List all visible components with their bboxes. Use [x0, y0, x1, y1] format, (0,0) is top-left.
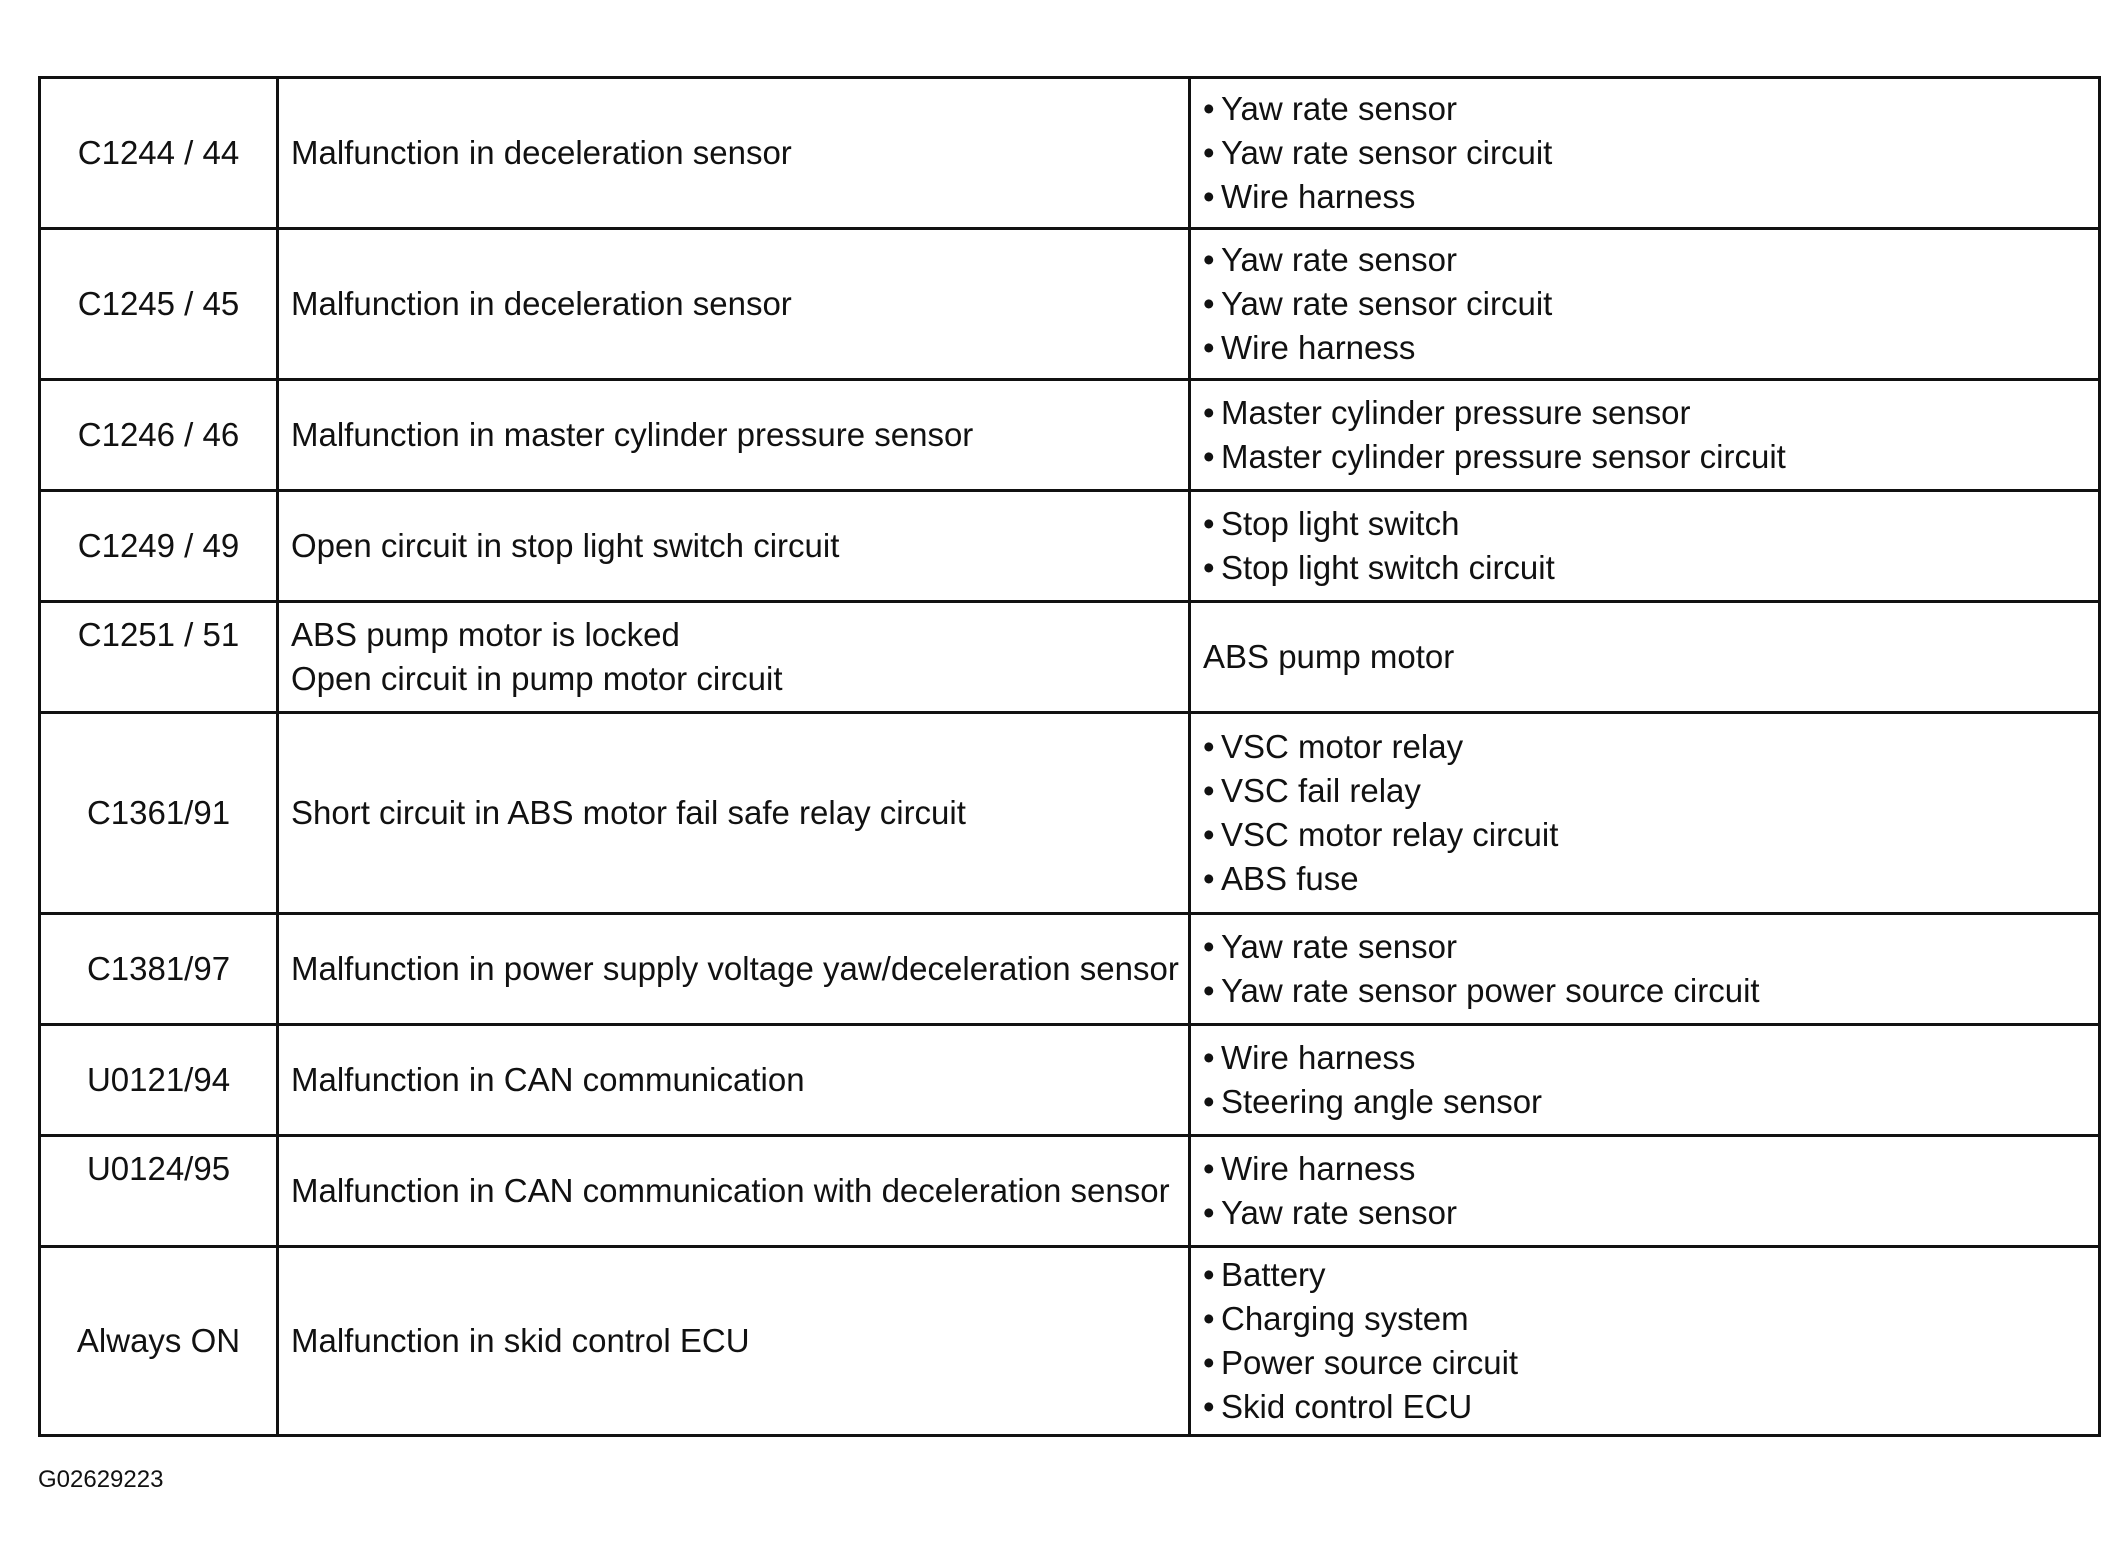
dtc-code-cell: [40, 380, 278, 491]
detection-text: Open circuit in stop light switch circuit: [291, 527, 840, 564]
trouble-area-text: ABS pump motor: [1203, 638, 1455, 675]
detection-text: Malfunction in power supply voltage yaw/deceleration sensor: [291, 950, 1179, 987]
trouble-area-cell: [1190, 78, 2100, 229]
trouble-area-text: ABS fuse: [1221, 860, 1359, 897]
trouble-area-item: [1203, 1297, 2086, 1341]
trouble-area-item: [1203, 238, 2086, 282]
detection-text: Malfunction in CAN communication with deceleration sensor: [291, 1172, 1170, 1209]
dtc-code: Always ON: [76, 1322, 241, 1359]
trouble-area-cell: [1190, 1025, 2100, 1136]
bullet-icon: •: [1203, 928, 1215, 965]
table-row: [40, 491, 2100, 602]
trouble-area-text: Stop light switch circuit: [1221, 549, 1555, 586]
trouble-area-cell: [1190, 713, 2100, 914]
dtc-code: C1244 / 44: [77, 134, 240, 171]
trouble-area-cell: [1190, 1136, 2100, 1247]
dtc-code-cell: [40, 1136, 278, 1247]
trouble-area-item: [1203, 1191, 2086, 1235]
bullet-icon: •: [1203, 505, 1215, 542]
bullet-icon: •: [1203, 972, 1215, 1009]
table-row: [40, 914, 2100, 1025]
trouble-area-item: [1203, 1341, 2086, 1385]
trouble-area-item: [1203, 131, 2086, 175]
trouble-area-cell: [1190, 914, 2100, 1025]
trouble-area-item: [1203, 1080, 2086, 1124]
dtc-code: C1246 / 46: [77, 416, 240, 453]
trouble-area-item: [1203, 1147, 2086, 1191]
detection-item-cell: [278, 914, 1190, 1025]
trouble-area-text: Master cylinder pressure sensor circuit: [1221, 438, 1786, 475]
trouble-area-item: [1203, 87, 2086, 131]
trouble-area-item: [1203, 1036, 2086, 1080]
trouble-area-text: Charging system: [1221, 1300, 1469, 1337]
trouble-area-text: Stop light switch: [1221, 505, 1460, 542]
dtc-code: C1245 / 45: [77, 285, 240, 322]
dtc-code-cell: [40, 229, 278, 380]
detection-text: Malfunction in master cylinder pressure sensor: [291, 416, 974, 453]
dtc-code: U0121/94: [86, 1061, 231, 1098]
bullet-icon: •: [1203, 134, 1215, 171]
bullet-icon: •: [1203, 1256, 1215, 1293]
table-row: [40, 1136, 2100, 1247]
bullet-icon: •: [1203, 329, 1215, 366]
dtc-code-cell: [40, 78, 278, 229]
dtc-code: C1251 / 51: [77, 616, 240, 653]
bullet-icon: •: [1203, 816, 1215, 853]
trouble-area-text: Yaw rate sensor: [1221, 928, 1457, 965]
table-row: [40, 78, 2100, 229]
detection-text: Malfunction in deceleration sensor: [291, 134, 792, 171]
bullet-icon: •: [1203, 772, 1215, 809]
trouble-area-text: Battery: [1221, 1256, 1326, 1293]
trouble-area-text: Yaw rate sensor circuit: [1221, 285, 1553, 322]
detection-item-cell: [278, 713, 1190, 914]
trouble-area-text: Yaw rate sensor: [1221, 241, 1457, 278]
table-row: [40, 713, 2100, 914]
trouble-area-item: [1203, 725, 2086, 769]
trouble-area-item: [1203, 1385, 2086, 1429]
detection-item-cell: [278, 380, 1190, 491]
trouble-area-text: Wire harness: [1221, 1150, 1416, 1187]
detection-text: Malfunction in skid control ECU: [291, 1322, 750, 1359]
trouble-area-text: Yaw rate sensor circuit: [1221, 134, 1553, 171]
trouble-area-cell: [1190, 491, 2100, 602]
trouble-area-text: VSC fail relay: [1221, 772, 1421, 809]
trouble-area-text: Wire harness: [1221, 178, 1416, 215]
detection-item-cell: [278, 78, 1190, 229]
bullet-icon: •: [1203, 549, 1215, 586]
bullet-icon: •: [1203, 1300, 1215, 1337]
trouble-area-item: [1203, 282, 2086, 326]
trouble-area-item: [1203, 813, 2086, 857]
table-row: [40, 1025, 2100, 1136]
detection-text: Short circuit in ABS motor fail safe relay circuit: [291, 794, 966, 831]
dtc-table-body: [40, 78, 2100, 1436]
trouble-area-item: [1203, 435, 2086, 479]
table-row: [40, 602, 2100, 713]
detection-text: ABS pump motor is locked: [291, 616, 680, 653]
trouble-area-text: VSC motor relay: [1221, 728, 1464, 765]
bullet-icon: •: [1203, 438, 1215, 475]
trouble-area-text: Steering angle sensor: [1221, 1083, 1543, 1120]
table-row: [40, 1247, 2100, 1436]
bullet-icon: •: [1203, 1039, 1215, 1076]
bullet-icon: •: [1203, 1150, 1215, 1187]
trouble-area-item: [1203, 502, 2086, 546]
dtc-code-cell: [40, 914, 278, 1025]
dtc-code-cell: [40, 713, 278, 914]
trouble-area-item: [1203, 546, 2086, 590]
trouble-area-text: Skid control ECU: [1221, 1388, 1473, 1425]
trouble-area-item: [1203, 769, 2086, 813]
detection-item-cell: [278, 1247, 1190, 1436]
trouble-area-text: Yaw rate sensor: [1221, 1194, 1457, 1231]
detection-text: Open circuit in pump motor circuit: [291, 660, 783, 697]
bullet-icon: •: [1203, 1194, 1215, 1231]
trouble-area-item: [1203, 969, 2086, 1013]
bullet-icon: •: [1203, 860, 1215, 897]
bullet-icon: •: [1203, 728, 1215, 765]
bullet-icon: •: [1203, 90, 1215, 127]
dtc-code-cell: [40, 491, 278, 602]
detection-item-cell: [278, 491, 1190, 602]
detection-item-cell: [278, 1025, 1190, 1136]
detection-item-cell: [278, 229, 1190, 380]
dtc-code: C1361/91: [86, 794, 231, 831]
trouble-area-cell: [1190, 380, 2100, 491]
trouble-area-item: [1203, 175, 2086, 219]
dtc-code: U0124/95: [86, 1150, 231, 1187]
table-row: [40, 380, 2100, 491]
trouble-area-item: [1203, 635, 2086, 679]
bullet-icon: •: [1203, 285, 1215, 322]
dtc-code-cell: [40, 1025, 278, 1136]
table-row: [40, 229, 2100, 380]
bullet-icon: •: [1203, 394, 1215, 431]
dtc-code: C1381/97: [86, 950, 231, 987]
trouble-area-text: VSC motor relay circuit: [1221, 816, 1559, 853]
trouble-area-cell: [1190, 1247, 2100, 1436]
trouble-area-text: Power source circuit: [1221, 1344, 1519, 1381]
trouble-area-text: Master cylinder pressure sensor: [1221, 394, 1691, 431]
trouble-area-item: [1203, 925, 2086, 969]
trouble-area-item: [1203, 326, 2086, 370]
bullet-icon: •: [1203, 1388, 1215, 1425]
dtc-code-cell: [40, 1247, 278, 1436]
trouble-area-item: [1203, 857, 2086, 901]
detection-item-cell: [278, 602, 1190, 713]
trouble-area-item: [1203, 1253, 2086, 1297]
detection-text: Malfunction in deceleration sensor: [291, 285, 792, 322]
detection-text: Malfunction in CAN communication: [291, 1061, 805, 1098]
bullet-icon: •: [1203, 241, 1215, 278]
trouble-area-text: Yaw rate sensor power source circuit: [1221, 972, 1760, 1009]
trouble-area-cell: [1190, 602, 2100, 713]
trouble-area-cell: [1190, 229, 2100, 380]
trouble-area-item: [1203, 391, 2086, 435]
detection-item-cell: [278, 1136, 1190, 1247]
figure-id: G02629223: [38, 1466, 164, 1493]
dtc-code: C1249 / 49: [77, 527, 240, 564]
dtc-table: [38, 76, 2101, 1437]
bullet-icon: •: [1203, 178, 1215, 215]
bullet-icon: •: [1203, 1083, 1215, 1120]
trouble-area-text: Yaw rate sensor: [1221, 90, 1457, 127]
bullet-icon: •: [1203, 1344, 1215, 1381]
dtc-code-cell: [40, 602, 278, 713]
trouble-area-text: Wire harness: [1221, 1039, 1416, 1076]
trouble-area-text: Wire harness: [1221, 329, 1416, 366]
